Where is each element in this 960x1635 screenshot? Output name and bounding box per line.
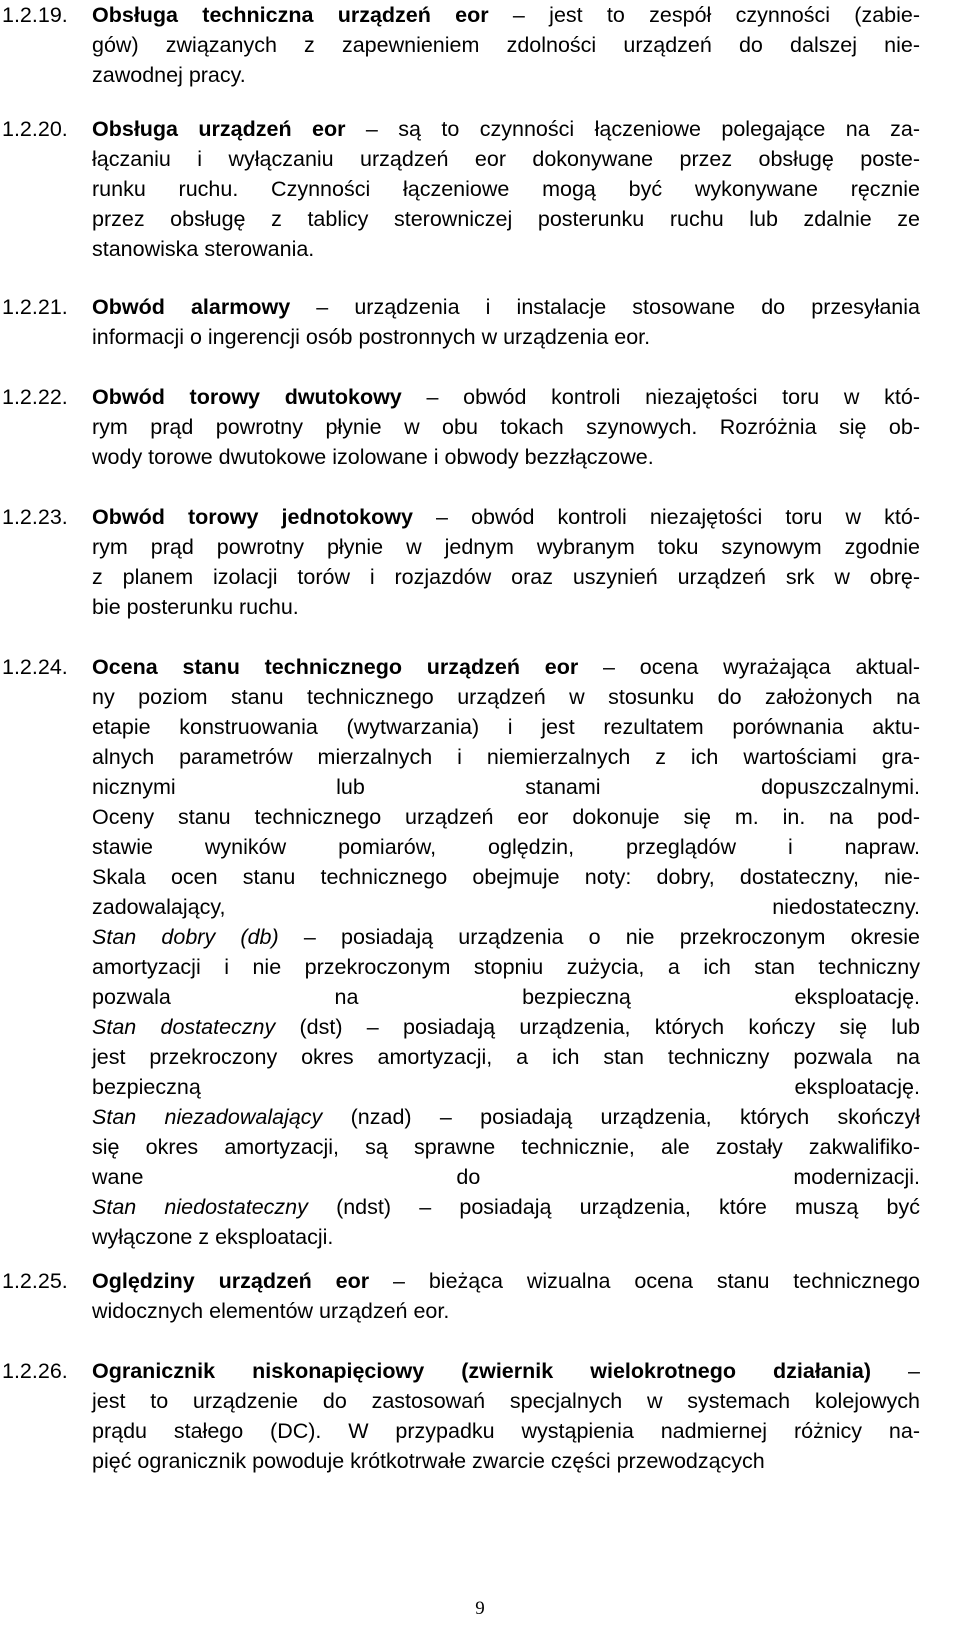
text-run: przez obsługę z tablicy sterowniczej posterunku ruchu lub zdalnie ze	[92, 207, 920, 231]
text-run: – bieżąca wizualna ocena stanu technicznego	[369, 1269, 921, 1293]
text-run: bezpieczną eksploatację.	[92, 1075, 920, 1099]
text-run: informacji o ingerencji osób postronnych w urządzenia eor.	[92, 325, 651, 349]
text-run: – obwód kontroli niezajętości toru w któ-	[401, 385, 920, 409]
text-line	[92, 60, 920, 90]
text-line	[92, 1446, 920, 1476]
text-line	[92, 292, 920, 322]
text-run: pozwala na bezpieczną eksploatację.	[92, 985, 920, 1009]
text-run: z planem izolacji torów i rozjazdów oraz uszynień urządzeń srk w obrę-	[92, 565, 920, 589]
text-line	[92, 1192, 920, 1222]
text-run: bie posterunku ruchu.	[92, 595, 299, 619]
text-line	[92, 382, 920, 412]
text-run: pięć ogranicznik powoduje krótkotrwałe zwarcie części przewodzących	[92, 1449, 765, 1473]
text-line	[92, 1102, 920, 1132]
text-line	[92, 772, 920, 802]
definition-1-2-23	[0, 502, 960, 622]
text-line	[92, 982, 920, 1012]
page-number: 9	[475, 1598, 485, 1619]
defined-term: Obwód torowy jednotokowy	[92, 505, 413, 529]
text-line	[92, 502, 920, 532]
definition-1-2-24	[0, 652, 960, 1252]
defined-term: Obwód alarmowy	[92, 295, 291, 319]
definition-text	[92, 382, 920, 472]
text-run: etapie konstruowania (wytwarzania) i jest rezultatem porównania aktu-	[92, 715, 920, 739]
text-line	[92, 114, 920, 144]
defined-term: Obwód torowy dwutokowy	[92, 385, 402, 409]
definition-number: 1.2.21.	[2, 295, 68, 319]
rating-term: Stan niezadowalający	[92, 1105, 323, 1129]
text-line	[92, 1222, 920, 1252]
text-run: prądu stałego (DC). W przypadku wystąpienia nadmiernej różnicy na-	[92, 1419, 920, 1443]
defined-term: Obsługa techniczna urządzeń eor	[92, 3, 489, 27]
text-run: – urządzenia i instalacje stosowane do przesyłania	[290, 295, 920, 319]
text-run: wyłączone z eksploatacji.	[92, 1225, 334, 1249]
text-line	[92, 442, 920, 472]
definition-1-2-22	[0, 382, 960, 472]
text-run: (ndst) – posiadają urządzenia, które muszą być	[307, 1195, 920, 1219]
text-line	[92, 1266, 920, 1296]
text-line	[92, 1012, 920, 1042]
text-run: – ocena wyrażająca aktual-	[578, 655, 920, 679]
text-line	[92, 922, 920, 952]
text-run: widocznych elementów urządzeń eor.	[92, 1299, 450, 1323]
text-run: Skala ocen stanu technicznego obejmuje noty: dobry, dostateczny, nie-	[92, 865, 920, 889]
text-run: Oceny stanu technicznego urządzeń eor dokonuje się m. in. na pod-	[92, 805, 920, 829]
text-run: rym prąd powrotny płynie w jednym wybranym toku szynowym zgodnie	[92, 535, 920, 559]
text-run: – są to czynności łączeniowe polegające na za-	[345, 117, 920, 141]
text-run: runku ruchu. Czynności łączeniowe mogą być wykonywane ręcznie	[92, 177, 920, 201]
text-line	[92, 0, 920, 30]
text-line	[92, 1042, 920, 1072]
definition-number: 1.2.26.	[2, 1359, 68, 1383]
text-run: jest przekroczony okres amortyzacji, a ich stan techniczny pozwala na	[92, 1045, 920, 1069]
text-line	[92, 1296, 920, 1326]
text-run: stanowiska sterowania.	[92, 237, 315, 261]
definition-1-2-26	[0, 1356, 960, 1476]
text-run: alnych parametrów mierzalnych i niemierzalnych z ich wartościami gra-	[92, 745, 920, 769]
text-line	[92, 652, 920, 682]
definition-text	[92, 1356, 920, 1476]
definition-text	[92, 114, 920, 264]
text-run: ny poziom stanu technicznego urządzeń w stosunku do założonych na	[92, 685, 920, 709]
text-run: wody torowe dwutokowe izolowane i obwody bezzłączowe.	[92, 445, 654, 469]
defined-term: Ocena stanu technicznego urządzeń eor	[92, 655, 579, 679]
text-line	[92, 30, 920, 60]
text-run: łączaniu i wyłączaniu urządzeń eor dokonywane przez obsługę poste-	[92, 147, 920, 171]
text-line	[92, 1132, 920, 1162]
text-line	[92, 802, 920, 832]
definition-text	[92, 292, 920, 352]
text-line	[92, 562, 920, 592]
definition-text	[92, 502, 920, 622]
defined-term: Obsługa urządzeń eor	[92, 117, 346, 141]
text-run: amortyzacji i nie przekroczonym stopniu zużycia, a ich stan techniczny	[92, 955, 920, 979]
text-line	[92, 862, 920, 892]
text-line	[92, 204, 920, 234]
definition-number: 1.2.25.	[2, 1269, 68, 1293]
text-line	[92, 322, 920, 352]
definition-1-2-19	[0, 0, 960, 90]
text-run: się okres amortyzacji, są sprawne technicznie, ale zostały zakwalifiko-	[92, 1135, 920, 1159]
rating-term: Stan dostateczny	[92, 1015, 276, 1039]
text-line	[92, 712, 920, 742]
text-line	[92, 832, 920, 862]
definition-text	[92, 1266, 920, 1326]
text-line	[92, 1416, 920, 1446]
text-line	[92, 1162, 920, 1192]
text-line	[92, 174, 920, 204]
text-run: – obwód kontroli niezajętości toru w któ-	[412, 505, 920, 529]
defined-term: Oględziny urządzeń eor	[92, 1269, 370, 1293]
definition-1-2-20	[0, 114, 960, 264]
text-run: – jest to zespół czynności (zabie-	[488, 3, 920, 27]
rating-term: Stan dobry (db)	[92, 925, 279, 949]
definition-number: 1.2.23.	[2, 505, 68, 529]
definition-1-2-25	[0, 1266, 960, 1326]
text-line	[92, 1386, 920, 1416]
rating-term: Stan niedostateczny	[92, 1195, 308, 1219]
text-line	[92, 682, 920, 712]
text-line	[92, 412, 920, 442]
text-run: nicznymi lub stanami dopuszczalnymi.	[92, 775, 920, 799]
text-run: –	[871, 1359, 921, 1383]
definition-number: 1.2.20.	[2, 117, 68, 141]
defined-term: Ogranicznik niskonapięciowy (zwiernik wielokrotnego działania)	[92, 1359, 871, 1383]
definition-number: 1.2.22.	[2, 385, 68, 409]
definition-text	[92, 652, 920, 1252]
text-line	[92, 234, 920, 264]
text-run: rym prąd powrotny płynie w obu tokach szynowych. Rozróżnia się ob-	[92, 415, 920, 439]
text-line	[92, 1356, 920, 1386]
text-line	[92, 592, 920, 622]
text-run: (dst) – posiadają urządzenia, których kończy się lub	[275, 1015, 920, 1039]
definition-text	[92, 0, 920, 90]
text-line	[92, 742, 920, 772]
definition-1-2-21	[0, 292, 960, 352]
text-line	[92, 144, 920, 174]
text-run: wane do modernizacji.	[92, 1165, 920, 1189]
text-run: stawie wyników pomiarów, oględzin, przeglądów i napraw.	[92, 835, 920, 859]
text-line	[92, 952, 920, 982]
text-run: gów) związanych z zapewnieniem zdolności urządzeń do dalszej nie-	[92, 33, 920, 57]
definition-number: 1.2.24.	[2, 655, 68, 679]
text-run: zadowalający, niedostateczny.	[92, 895, 920, 919]
text-run: jest to urządzenie do zastosowań specjalnych w systemach kolejowych	[92, 1389, 920, 1413]
text-line	[92, 892, 920, 922]
text-run: zawodnej pracy.	[92, 63, 246, 87]
text-run: (nzad) – posiadają urządzenia, których skończył	[322, 1105, 920, 1129]
text-line	[92, 1072, 920, 1102]
text-line	[92, 532, 920, 562]
definition-number: 1.2.19.	[2, 3, 68, 27]
text-run: – posiadają urządzenia o nie przekroczonym okresie	[278, 925, 920, 949]
